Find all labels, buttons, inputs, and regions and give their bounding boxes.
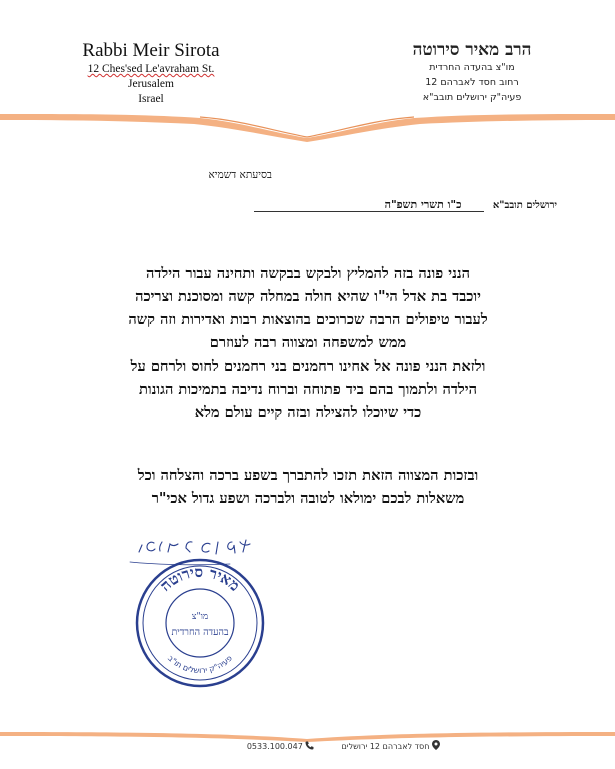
besiyata-dishmaya: בסיעתא דשמיא: [208, 169, 272, 181]
stamp-center-line-1: מו"צ: [191, 612, 209, 622]
title-line-he: מו"צ בהעדה החרדית: [429, 62, 515, 73]
body-line: לעבור טיפולים הרבה שכרוכים בהוצאות רבות ואדירות וזה קשה: [128, 311, 488, 328]
location-pin-icon: [432, 740, 440, 752]
body-paragraph-1: [38, 262, 578, 354]
body-line: הילדה ולתמוך בהם ביד פתוחה וברוח נדיבה בתמיכות הגונות: [139, 381, 477, 398]
footer-contact: [200, 740, 440, 756]
footer-phone: 0533.100.047: [246, 741, 303, 751]
rabbinic-stamp: [132, 555, 268, 691]
stamp-outer-text: מאיר סירוטה: [156, 562, 244, 595]
body-line: ובזכות המצווה הזאת תזכו להתברך בשפע ברכה והצלחה וכל: [137, 467, 479, 484]
rabbi-name-he: הרב מאיר סירוטה: [412, 40, 532, 60]
date-city: ירושלים תובב"א: [492, 200, 557, 211]
date-row: [157, 198, 557, 216]
address-line-2: Jerusalem: [128, 78, 174, 90]
body-paragraph-2: [38, 355, 578, 424]
stamp-bottom-text: פעיה"ק ירושלים תו"ב: [166, 653, 234, 676]
body-line: הנני פונה בזה להמליץ ולבקש בבקשה ותחינה עבור הילדה: [145, 265, 471, 282]
address-line-1: 12 Ches'sed Le'avraham St.: [87, 63, 215, 75]
body-line: כדי שיוכלו להצילה ובזה קיים עולם מלא: [194, 404, 422, 421]
address-line-3: Israel: [138, 93, 164, 105]
body-line: יוכבד בת אדל הי"ו שהיא חולה במחלה קשה ומסוכנת וצריכה: [135, 288, 481, 305]
header-decorative-band: [0, 104, 615, 144]
phone-icon: [305, 741, 314, 752]
date-value: כ"ו תשרי תשפ"ה: [254, 198, 484, 212]
street-line-he: רחוב חסד לאברהם 12: [425, 77, 519, 88]
city-line-he: פעיה"ק ירושלים תובב"א: [422, 92, 522, 103]
header-english: [56, 40, 246, 107]
header-hebrew: [377, 40, 567, 105]
body-line: ממש למשפחה ומצווה רבה לעוזרם: [209, 334, 407, 351]
footer-address: חסד לאברהם 12 ירושלים: [341, 741, 430, 751]
body-line: משאלות לבכם ימולאו לטובה ולברכה ושפע גדול אכי"ר: [151, 490, 465, 507]
stamp-center-line-2: בהעדה החרדית: [171, 627, 229, 638]
body-line: ולזאת הנני פונה אל אחינו רחמנים בני רחמנים לחוס ולרחם על: [130, 358, 486, 375]
rabbi-name-en: Rabbi Meir Sirota: [82, 40, 220, 61]
body-paragraph-3: [38, 464, 578, 510]
